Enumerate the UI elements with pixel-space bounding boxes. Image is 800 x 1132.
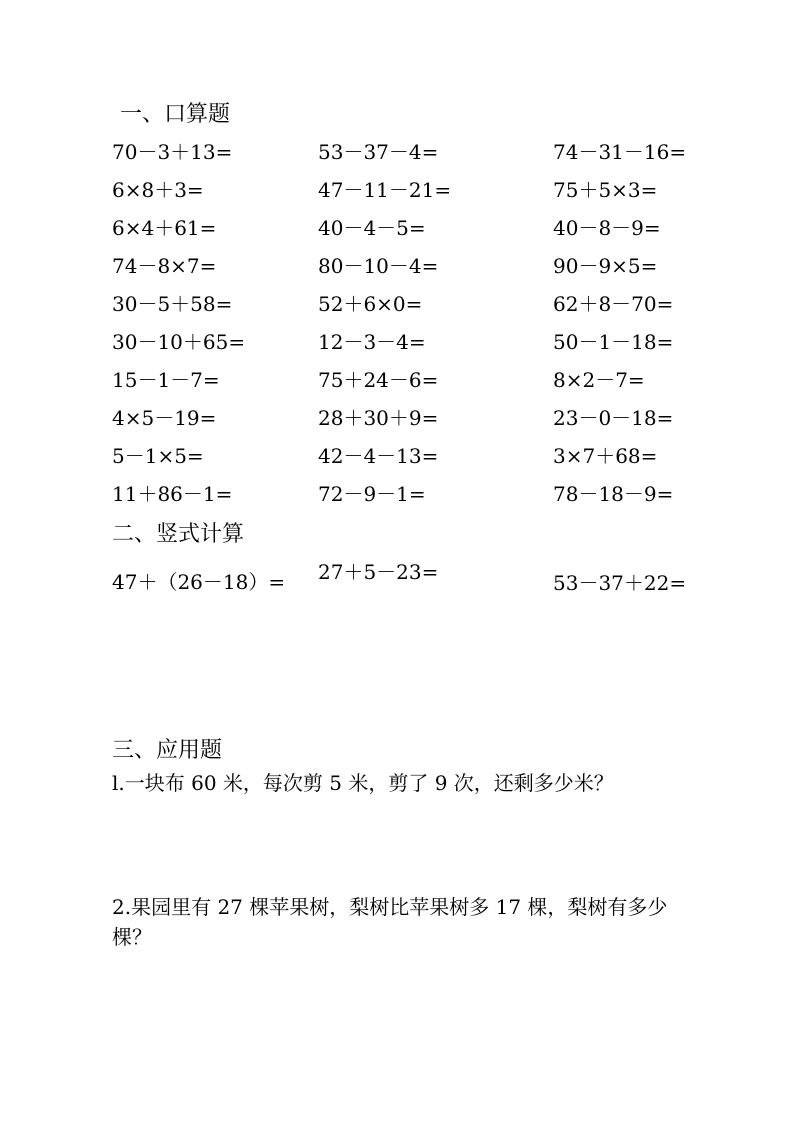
oral-problem: 15－1－7= [112,368,220,392]
section-title-oral: 一、口算题 [120,102,231,127]
vertical-problem: 53－37＋22= [553,571,687,595]
oral-problem: 6×4＋61= [112,216,217,240]
oral-problem: 23－0－18= [553,406,674,430]
oral-problem: 30－5＋58= [112,292,233,316]
oral-problem: 70－3＋13= [112,140,233,164]
word-problem-1: l.一块布 60 米，每次剪 5 米，剪了 9 次，还剩多少米？ [112,771,614,795]
oral-problem: 40－8－9= [553,216,661,240]
oral-problem: 3×7＋68= [553,444,658,468]
oral-problem: 74－31－16= [553,140,687,164]
oral-problem: 75＋5×3= [553,178,658,202]
oral-problem: 47－11－21= [318,178,452,202]
oral-problem: 8×2－7= [553,368,645,392]
oral-problem: 4×5－19= [112,406,217,430]
oral-problem: 40－4－5= [318,216,426,240]
oral-problem: 6×8＋3= [112,178,204,202]
oral-problem: 90－9×5= [553,254,658,278]
oral-problem: 42－4－13= [318,444,439,468]
oral-problem: 11＋86－1= [112,482,233,506]
section-title-vertical: 二、竖式计算 [112,522,245,547]
oral-problem: 12－3－4= [318,330,426,354]
oral-problem: 52＋6×0= [318,292,423,316]
oral-problem: 74－8×7= [112,254,217,278]
oral-problem: 53－37－4= [318,140,439,164]
oral-problem: 62＋8－70= [553,292,674,316]
vertical-problem: 27＋5－23= [318,560,439,584]
oral-problem: 5－1×5= [112,444,204,468]
section-title-word-problems: 三、应用题 [112,738,223,763]
oral-problem: 72－9－1= [318,482,426,506]
oral-problem: 75＋24－6= [318,368,439,392]
oral-problem: 50－1－18= [553,330,674,354]
oral-problem: 30－10＋65= [112,330,246,354]
oral-problem: 28＋30＋9= [318,406,439,430]
word-problem-2: 2.果园里有 27 棵苹果树，梨树比苹果树多 17 棵，梨树有多少棵？ [112,895,668,949]
oral-problem: 78－18－9= [553,482,674,506]
oral-problem: 80－10－4= [318,254,439,278]
vertical-problem: 47＋（26－18）= [112,570,286,594]
